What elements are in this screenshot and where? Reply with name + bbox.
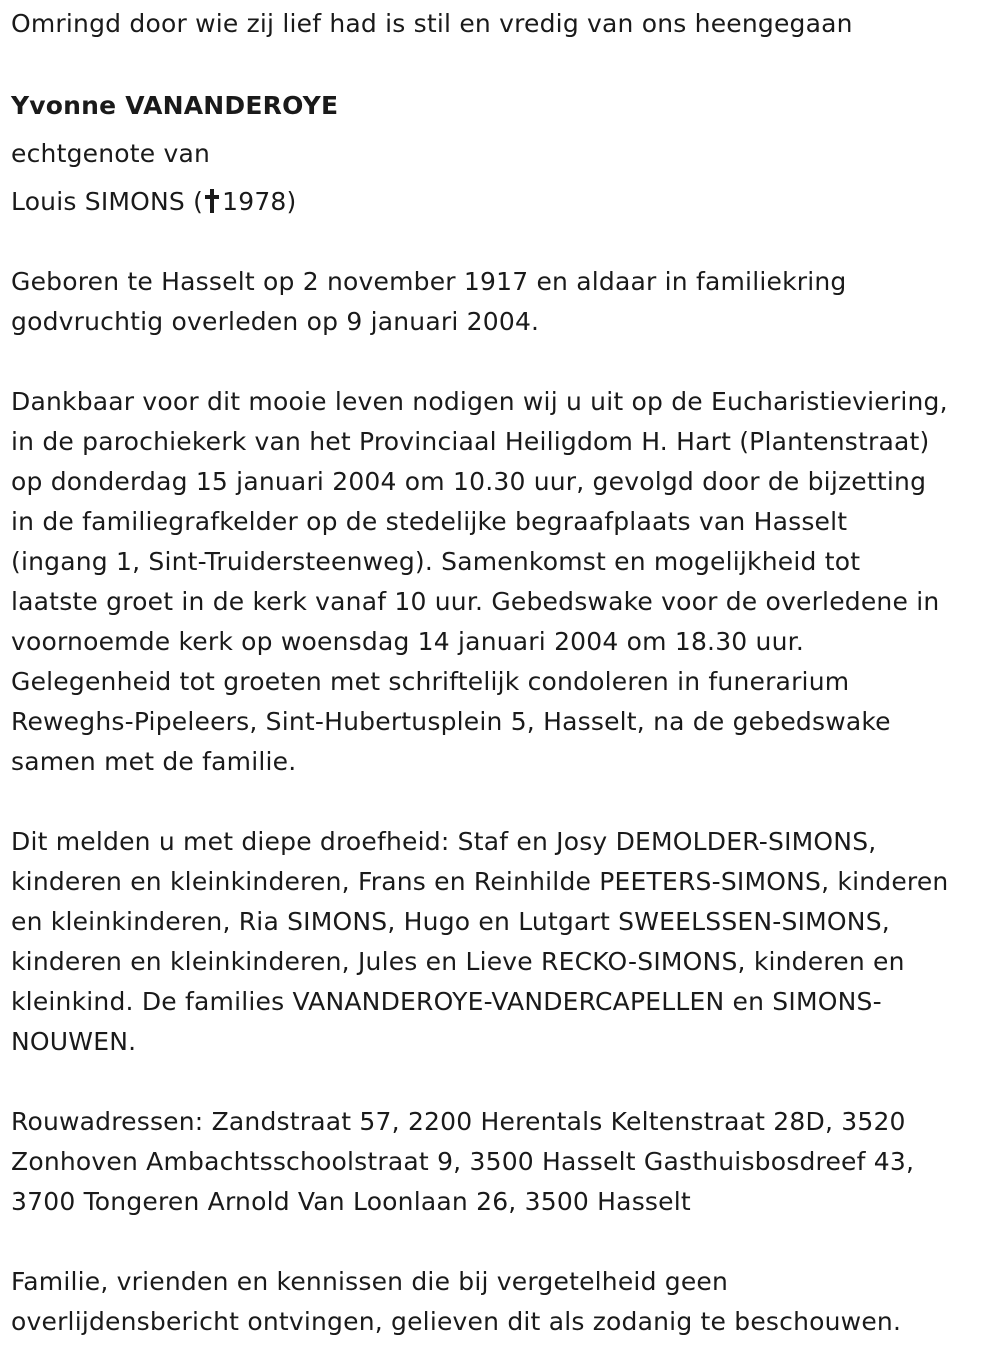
address-line: Rouwadressen: Zandstraat 57, 2200 Herentals Keltenstraat 28D, 3520	[11, 1107, 906, 1136]
family-line: kleinkind. De families VANANDEROYE-VANDERCAPELLEN en SIMONS-	[11, 987, 882, 1016]
birth-death-line: Geboren te Hasselt op 2 november 1917 en aldaar in familiekring	[11, 267, 847, 296]
family-line: en kleinkinderen, Ria SIMONS, Hugo en Lutgart SWEELSSEN-SIMONS,	[11, 907, 890, 936]
birth-death-line: godvruchtig overleden op 9 januari 2004.	[11, 307, 540, 336]
ceremony-line: Reweghs-Pipeleers, Sint-Hubertusplein 5, Hasselt, na de gebedswake	[11, 707, 891, 736]
address-line: Zonhoven Ambachtsschoolstraat 9, 3500 Hasselt Gasthuisbosdreef 43,	[11, 1147, 915, 1176]
address-line: 3700 Tongeren Arnold Van Loonlaan 26, 3500 Hasselt	[11, 1187, 691, 1216]
ceremony-line: (ingang 1, Sint-Truidersteenweg). Samenkomst en mogelijkheid tot	[11, 547, 861, 576]
ceremony-line: samen met de familie.	[11, 747, 297, 776]
ceremony-line: Gelegenheid tot groeten met schriftelijk condoleren in funerarium	[11, 667, 850, 696]
deceased-name: Yvonne VANANDEROYE	[11, 91, 339, 120]
ceremony-line: voornoemde kerk op woensdag 14 januari 2004 om 18.30 uur.	[11, 627, 804, 656]
ceremony-line: in de parochiekerk van het Provinciaal Heiligdom H. Hart (Plantenstraat)	[11, 427, 930, 456]
family-line: NOUWEN.	[11, 1027, 137, 1056]
family-line: kinderen en kleinkinderen, Frans en Reinhilde PEETERS-SIMONS, kinderen	[11, 867, 949, 896]
ceremony-line: laatste groet in de kerk vanaf 10 uur. Gebedswake voor de overledene in	[11, 587, 940, 616]
ceremony-line: in de familiegrafkelder op de stedelijke begraafplaats van Hasselt	[11, 507, 848, 536]
closing-line: overlijdensbericht ontvingen, gelieven dit als zodanig te beschouwen.	[11, 1307, 902, 1336]
ceremony-line: Dankbaar voor dit mooie leven nodigen wij u uit op de Eucharistieviering,	[11, 387, 948, 416]
relation-text: echtgenote van	[11, 139, 211, 168]
family-line: kinderen en kleinkinderen, Jules en Lieve RECKO-SIMONS, kinderen en	[11, 947, 905, 976]
intro-text: Omringd door wie zij lief had is stil en vredig van ons heengegaan	[11, 9, 853, 38]
ceremony-line: op donderdag 15 januari 2004 om 10.30 uur, gevolgd door de bijzetting	[11, 467, 927, 496]
latin-cross-icon	[205, 189, 219, 213]
family-line: Dit melden u met diepe droefheid: Staf en Josy DEMOLDER-SIMONS,	[11, 827, 877, 856]
spouse-death-year: 1978)	[222, 187, 297, 216]
closing-line: Familie, vrienden en kennissen die bij vergetelheid geen	[11, 1267, 729, 1296]
spouse-name: Louis SIMONS (	[11, 187, 204, 216]
spouse-line	[11, 182, 297, 222]
